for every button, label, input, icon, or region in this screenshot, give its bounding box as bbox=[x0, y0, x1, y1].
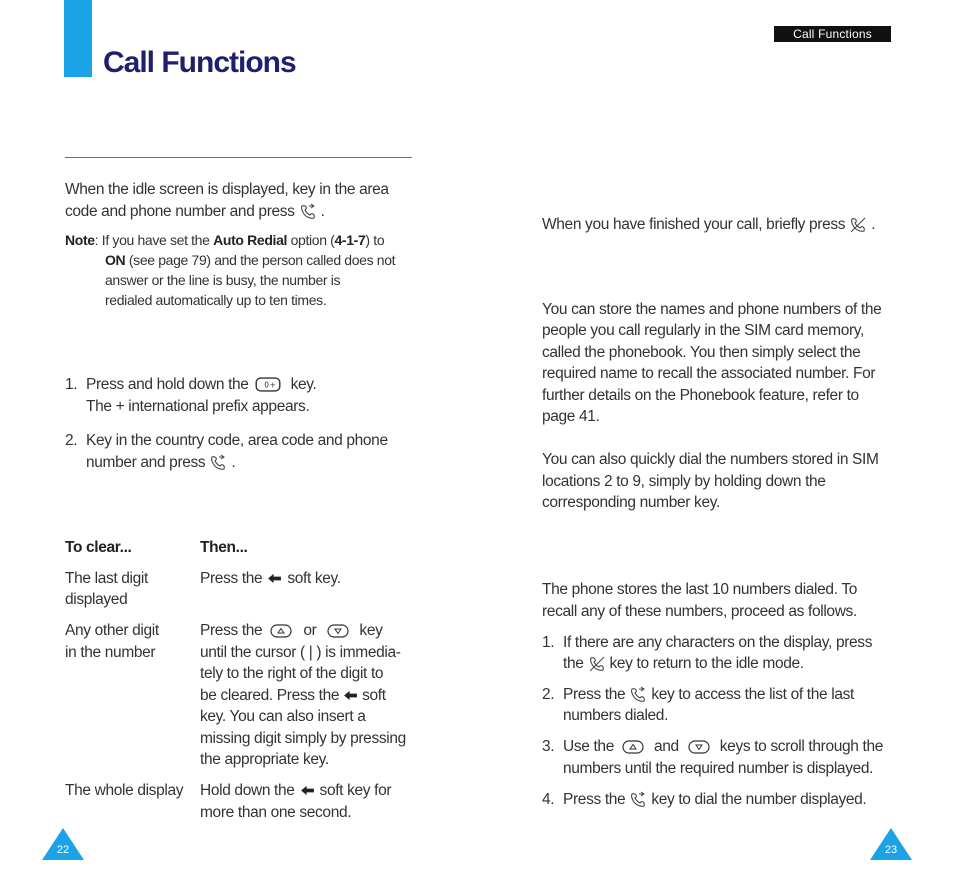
table-r2-then-line-5: key. You can also insert a bbox=[200, 708, 366, 725]
redial-step-3-line-1: Use the and keys to scroll through the bbox=[563, 738, 883, 755]
speed-dial-line-2: locations 2 to 9, simply by holding down the bbox=[542, 473, 826, 490]
note-line-1: Note: If you have set the Auto Redial option (4-1-7) to bbox=[65, 232, 385, 248]
table-header-then: Then... bbox=[200, 539, 248, 556]
redial-step-4-line-1: Press the key to dial the number displayed. bbox=[563, 791, 867, 808]
page-number-badge-left bbox=[42, 828, 84, 860]
redial-intro-line-1: The phone stores the last 10 numbers dialed. To bbox=[542, 581, 857, 598]
up-key-icon bbox=[270, 624, 292, 638]
redial-step-2-line-1: Press the key to access the list of the last bbox=[563, 686, 854, 703]
intl-step-2-line-2: number and press . bbox=[86, 454, 236, 471]
send-key-icon bbox=[298, 202, 318, 222]
table-r3-then-line-2: more than one second. bbox=[200, 804, 352, 821]
send-key-icon bbox=[208, 453, 228, 473]
table-r1-then: Press the soft key. bbox=[200, 570, 341, 587]
phonebook-line-5: further details on the Phonebook feature, refer to bbox=[542, 387, 859, 404]
send-key-icon bbox=[628, 685, 648, 705]
phonebook-line-3: called the phonebook. You then simply select the bbox=[542, 344, 861, 361]
end-call-paragraph: When you have finished your call, briefly press . bbox=[542, 216, 876, 233]
zero-key-icon bbox=[255, 377, 281, 392]
page-number-badge-right bbox=[870, 828, 912, 860]
table-header-clear: To clear... bbox=[65, 539, 132, 556]
section-rule bbox=[65, 157, 412, 158]
redial-step-3-line-2: numbers until the required number is displayed. bbox=[563, 760, 874, 777]
phonebook-line-4: required name to recall the associated number. For bbox=[542, 365, 876, 382]
redial-step-1-line-2: the key to return to the idle mode. bbox=[563, 655, 804, 672]
note-line-2: ON (see page 79) and the person called does not bbox=[105, 252, 396, 268]
page-number: 23 bbox=[884, 844, 898, 856]
table-r2-clear-line-1: Any other digit bbox=[65, 622, 159, 639]
intl-step-2-number: 2. bbox=[65, 432, 78, 449]
table-r2-then-line-7: the appropriate key. bbox=[200, 751, 329, 768]
table-r3-clear: The whole display bbox=[65, 782, 184, 799]
intl-step-1-line-1: Press and hold down the key. bbox=[86, 376, 317, 393]
redial-step-2-line-2: numbers dialed. bbox=[563, 707, 669, 724]
redial-step-1-number: 1. bbox=[542, 634, 555, 651]
intl-step-1-number: 1. bbox=[65, 376, 78, 393]
table-r1-clear-line-1: The last digit bbox=[65, 570, 148, 587]
table-r2-then-line-1: Press the or key bbox=[200, 622, 383, 639]
table-r2-then-line-4: be cleared. Press the soft bbox=[200, 687, 386, 704]
page-title: Call Functions bbox=[103, 46, 296, 79]
up-key-icon bbox=[622, 740, 644, 754]
intl-step-2-line-1: Key in the country code, area code and phone bbox=[86, 432, 388, 449]
table-r2-clear-line-2: in the number bbox=[65, 644, 156, 661]
title-accent-bar bbox=[64, 0, 92, 77]
speed-dial-line-3: corresponding number key. bbox=[542, 494, 720, 511]
send-key-icon bbox=[628, 790, 648, 810]
down-key-icon bbox=[327, 624, 349, 638]
dial-paragraph-line-2: code and phone number and press . bbox=[65, 203, 325, 220]
note-line-4: redialed automatically up to ten times. bbox=[105, 292, 327, 308]
running-header: Call Functions bbox=[774, 26, 891, 42]
back-arrow-icon bbox=[343, 690, 358, 701]
table-r2-then-line-3: tely to the right of the digit to bbox=[200, 665, 384, 682]
end-key-icon bbox=[848, 215, 868, 235]
note-line-3: answer or the line is busy, the number is bbox=[105, 272, 341, 288]
back-arrow-icon bbox=[267, 573, 282, 584]
table-r1-clear-line-2: displayed bbox=[65, 591, 128, 608]
redial-step-4-number: 4. bbox=[542, 791, 555, 808]
note-label: Note bbox=[65, 232, 95, 248]
table-r2-then-line-2: until the cursor ( | ) is immedia- bbox=[200, 644, 401, 661]
phonebook-line-1: You can store the names and phone numbers of the bbox=[542, 301, 882, 318]
speed-dial-line-1: You can also quickly dial the numbers stored in SIM bbox=[542, 451, 879, 468]
intl-step-1-line-2: The + international prefix appears. bbox=[86, 398, 310, 415]
table-r2-then-line-6: missing digit simply by pressing bbox=[200, 730, 406, 747]
table-r3-then-line-1: Hold down the soft key for bbox=[200, 782, 392, 799]
page-number: 22 bbox=[56, 844, 70, 856]
redial-step-3-number: 3. bbox=[542, 738, 555, 755]
end-key-icon bbox=[587, 654, 607, 674]
redial-intro-line-2: recall any of these numbers, proceed as follows. bbox=[542, 603, 857, 620]
back-arrow-icon bbox=[300, 785, 315, 796]
phonebook-line-6: page 41. bbox=[542, 408, 600, 425]
redial-step-1-line-1: If there are any characters on the display, press bbox=[563, 634, 873, 651]
phonebook-line-2: people you call regularly in the SIM card memory, bbox=[542, 322, 864, 339]
down-key-icon bbox=[688, 740, 710, 754]
redial-step-2-number: 2. bbox=[542, 686, 555, 703]
dial-paragraph-line-1: When the idle screen is displayed, key in the area bbox=[65, 181, 389, 198]
